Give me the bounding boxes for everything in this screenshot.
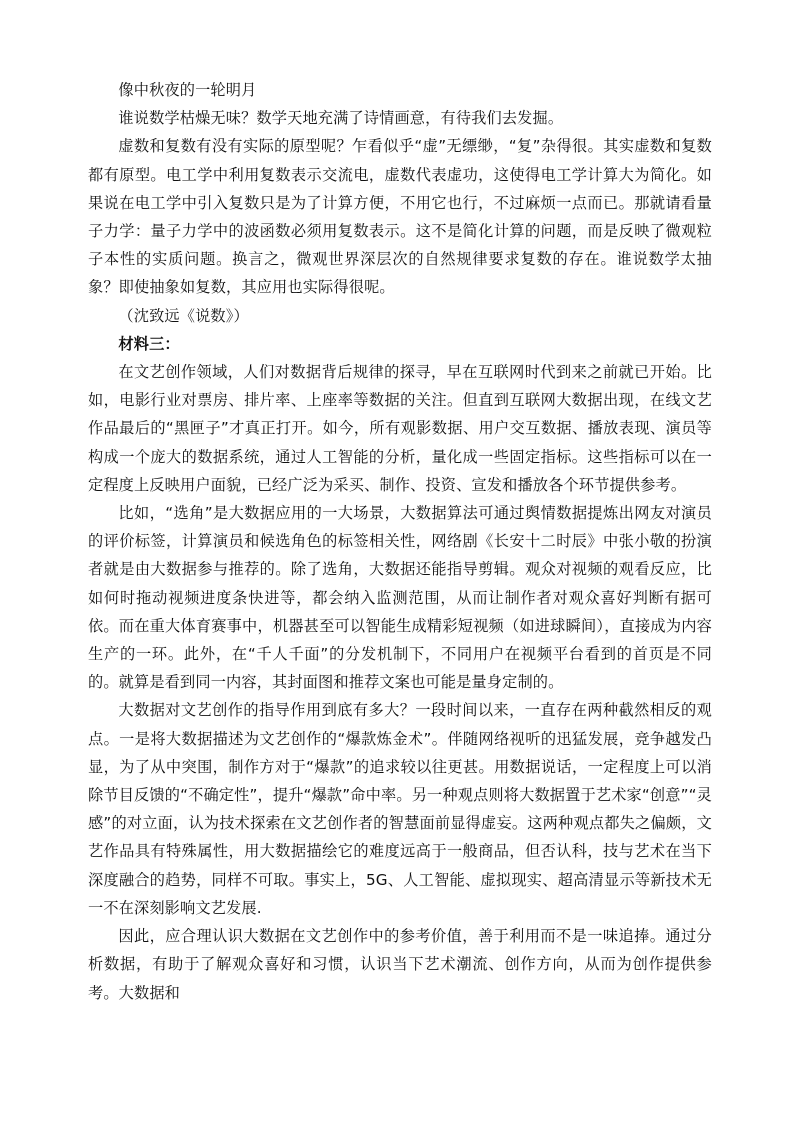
paragraph-conclusion: 因此，应合理认识大数据在文艺创作中的参考价值，善于利用而不是一味追捧。通过分析数据，有助于了解观众喜好和习惯，认识当下艺术潮流、创作方向，从而为创作提供参考。大数据和 (88, 927, 712, 1002)
paragraph-continuation: 像中秋夜的一轮明月 (118, 81, 257, 99)
paragraph-two-views: 大数据对文艺创作的指导作用到底有多大？一段时间以来，一直存在两种截然相反的观点。一是将大数据描述为文艺创作的“爆款炼金术”。伴随网络视听的迅猛发展，竞争越发凸显，为了从中突围，制作方对于“爆款”的追求较以往更甚。用数据说话，一定程度上可以消除节目反馈的“不确定性”，提升“爆款”命中率。另一种观点则将大数据置于艺术家“创意”“灵感”的对立面，认为技术探索在文艺创作者的智慧面前显得虚妄。这两种观点都失之偏颇，文艺作品具有特殊属性，用大数据描绘它的难度远高于一般商品，但否认科，技与艺术在当下深度融合的趋势，同样不可取。事实上，5G、人工智能、虚拟现实、超高清显示等新技术无一不在深刻影响文艺发展. (88, 701, 712, 917)
paragraph-data-in-arts: 在文艺创作领域，人们对数据背后规律的探寻，早在互联网时代到来之前就已开始。比如，电影行业对票房、排片率、上座率等数据的关注。但直到互联网大数据出现，在线文艺作品最后的“黑匣子”才真正打开。如今，所有观影数据、用户交互数据、播放表现、演员等构成一个庞大的数据系统，通过人工智能的分析，量化成一些固定指标。这些指标可以在一定程度上反映用户面貌，已经广泛为采买、制作、投资、宣发和播放各个环节提供参考。 (88, 363, 712, 494)
document-body (88, 76, 712, 1007)
paragraph-casting-example: 比如，“选角”是大数据应用的一大场景，大数据算法可通过舆情数据提炼出网友对演员的评价标签，计算演员和候选角色的标签相关性，网络剧《长安十二时辰》中张小敬的扮演者就是由大数据参与推荐的。除了选角，大数据还能指导剪辑。观众对视频的观看反应，比如何时拖动视频进度条快进等，都会纳入监测范围，从而让制作者对观众喜好判断有据可依。而在重大体育赛事中，机器甚至可以智能生成精彩短视频（如进球瞬间），直接成为内容生产的一环。此外，在“千人千面”的分发机制下，不同用户在视频平台看到的首页是不同的。就算是看到同一内容，其封面图和推荐文案也可能是量身定制的。 (88, 504, 712, 692)
source-citation: （沈致远《说数》） (118, 306, 249, 325)
section-heading-material-three: 材料三： (118, 334, 180, 353)
paragraph-poetic-math: 谁说数学枯燥无味？数学天地充满了诗情画意，有待我们去发掘。 (118, 109, 564, 128)
paragraph-complex-numbers: 虚数和复数有没有实际的原型呢？乍看似乎“虚”无缥缈，“复”杂得很。其实虚数和复数都有原型。电工学中利用复数表示交流电，虚数代表虚功，这使得电工学计算大为简化。如果说在电工学中引入复数只是为了计算方便，不用它也行，不过麻烦一点而已。那就请看量子力学：量子力学中的波函数必须用复数表示。这不是简化计算的问题，而是反映了微观粒子本性的实质问题。换言之，微观世界深层次的自然规律要求复数的存在。谁说数学太抽象？即使抽象如复数，其应用也实际得很呢。 (88, 137, 712, 297)
